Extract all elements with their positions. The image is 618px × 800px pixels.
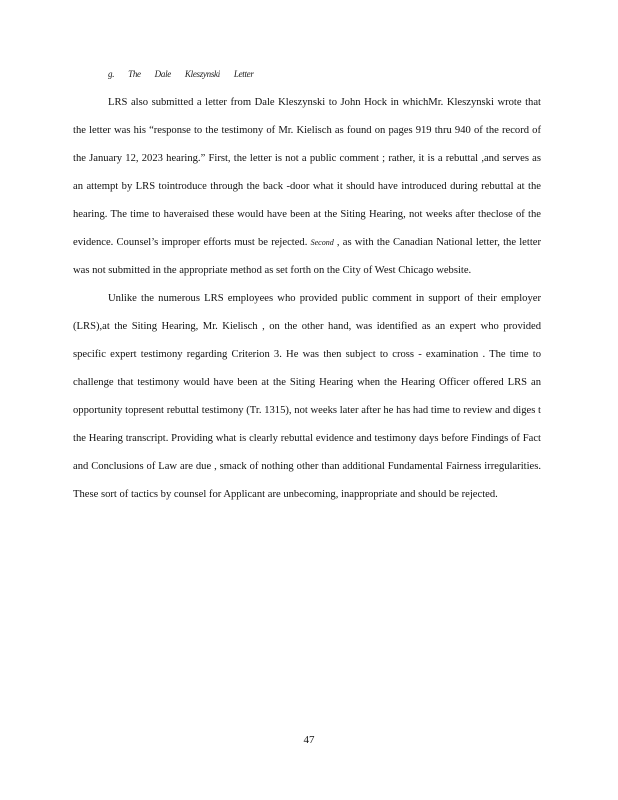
section-heading	[108, 69, 266, 79]
section-letter: g.	[108, 69, 115, 79]
heading-word: The	[128, 69, 141, 79]
italic-word: Second	[310, 238, 334, 247]
heading-word: Dale	[154, 69, 171, 79]
paragraph-text: LRS also submitted a letter from Dale Kleszynski to John Hock in whichMr. Kleszynski wrote that the letter was his “response to the testimony of Mr. Kielisch as found on pages 919 thru 940 of the record of the January 12, 2023 hearing.” First, the letter is not a public comment ; rather, it is a rebuttal ,and serves as an attempt by LRS tointroduce through the back -door what it should have introduced during rebuttal at the hearing. The time to haveraised these would have been at the Siting Hearing, not weeks after theclose of the evidence. Counsel’s improper efforts must be rejected.	[73, 97, 541, 248]
heading-word: Kleszynski	[184, 69, 220, 79]
heading-word: Letter	[233, 69, 254, 79]
paragraph-kleszynski-letter	[73, 89, 541, 285]
page-number: 47	[303, 734, 315, 746]
paragraph-text: , as with the Canadian National letter, the letter was not submitted in the appropriate method as set forth on the City of West Chicago website.	[73, 237, 541, 276]
paragraph-kielisch-testimony: Unlike the numerous LRS employees who provided public comment in support of their employer (LRS),at the Siting Hearing, Mr. Kielisch , on the other hand, was identified as an expert who provided specific expert testimony regarding Criterion 3. He was then subject to cross - examination . The time to challenge that testimony would have been at the Siting Hearing when the Hearing Officer offered LRS an opportunity topresent rebuttal testimony (Tr. 1315), not weeks later after he has had time to review and diges t the Hearing transcript. Providing what is clearly rebuttal evidence and testimony days before Findings of Fact and Conclusions of Law are due , smack of nothing other than additional Fundamental Fairness irregularities. These sort of tactics by counsel for Applicant are unbecoming, inappropriate and should be rejected.	[73, 293, 541, 500]
body-text	[73, 89, 541, 509]
